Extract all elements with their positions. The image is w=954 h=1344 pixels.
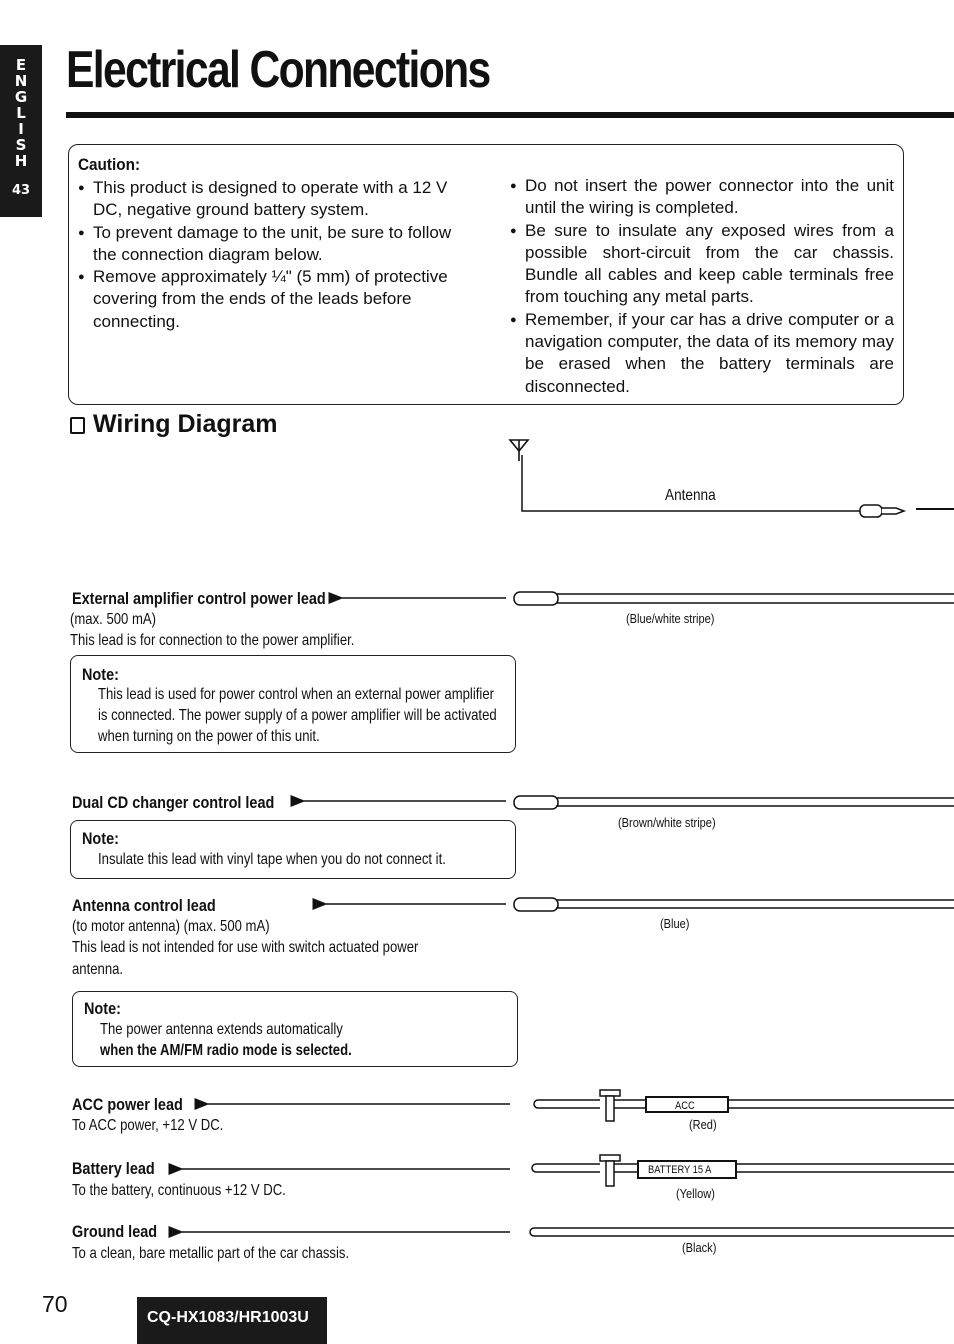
ground-lead-line: To a clean, bare metallic part of the car chassis. bbox=[72, 1245, 350, 1262]
caution-item: ● This product is designed to operate with a 12 V DC, negative ground battery system. bbox=[78, 177, 464, 222]
caution-label: Caution: bbox=[78, 155, 141, 174]
dual-cd-wire-color: (Brown/white stripe) bbox=[618, 815, 716, 830]
antenna-control-note-line: when the AM/FM radio mode is selected. bbox=[100, 1042, 352, 1059]
battery-wire-color: (Yellow) bbox=[676, 1186, 715, 1201]
acc-fuse-label: ACC bbox=[675, 1100, 695, 1112]
tab-letter: L bbox=[16, 104, 26, 122]
wiring-heading-text: Wiring Diagram bbox=[93, 410, 278, 438]
tab-letter: E bbox=[15, 56, 27, 74]
antenna-control-note-label: Note: bbox=[84, 999, 121, 1018]
tab-letter: S bbox=[15, 136, 27, 154]
ext-amp-wire bbox=[342, 592, 954, 605]
antenna-control-lead-title: Antenna control lead bbox=[72, 896, 216, 915]
dual-cd-note-line: Insulate this lead with vinyl tape when you do not connect it. bbox=[98, 851, 446, 868]
ext-amp-note-label: Note: bbox=[82, 665, 119, 684]
ground-wire-color: (Black) bbox=[682, 1240, 717, 1255]
ext-amp-note-line: This lead is used for power control when an external power amplifier bbox=[98, 686, 494, 703]
acc-wire-color: (Red) bbox=[689, 1117, 717, 1132]
antenna-control-lead-line: (to motor antenna) (max. 500 mA) bbox=[72, 918, 270, 935]
battery-lead-line: To the battery, continuous +12 V DC. bbox=[72, 1182, 286, 1199]
tab-letter: I bbox=[18, 120, 24, 138]
battery-lead-title: Battery lead bbox=[72, 1159, 155, 1178]
tab-letter: H bbox=[14, 152, 28, 170]
acc-lead-line: To ACC power, +12 V DC. bbox=[72, 1117, 224, 1134]
antenna-control-wire bbox=[326, 898, 954, 911]
ext-amp-lead-title: External amplifier control power lead bbox=[72, 589, 326, 608]
ground-lead-title: Ground lead bbox=[72, 1222, 158, 1241]
dual-cd-lead-title: Dual CD changer control lead bbox=[72, 793, 275, 812]
caution-item: ● Remove approximately ¼" (5 mm) of protective covering from the ends of the leads before connecting. bbox=[78, 266, 464, 333]
ground-wire bbox=[182, 1228, 954, 1236]
caution-item: ● Be sure to insulate any exposed wires from a possible short-circuit from the car chassis. Bundle all cables and keep cable terminals free from touching any metal parts. bbox=[510, 220, 894, 309]
ext-amp-note-line: is connected. The power supply of a power amplifier will be activated bbox=[98, 707, 497, 724]
ext-amp-lead-line: (max. 500 mA) bbox=[70, 611, 157, 628]
antenna-control-wire-color: (Blue) bbox=[660, 916, 690, 931]
ext-amp-lead-line: This lead is for connection to the power amplifier. bbox=[70, 632, 355, 649]
antenna-control-note-line: The power antenna extends automatically bbox=[100, 1021, 343, 1038]
antenna-icon bbox=[508, 437, 530, 461]
tab-letter: N bbox=[14, 72, 28, 90]
acc-wire bbox=[208, 1090, 954, 1121]
ext-amp-note-line: when turning on the power of this unit. bbox=[98, 728, 320, 745]
antenna-label: Antenna bbox=[665, 487, 716, 504]
antenna-control-lead-line: This lead is not intended for use with switch actuated power bbox=[72, 939, 419, 956]
model-number-badge: CQ-HX1083/HR1003U bbox=[137, 1297, 327, 1344]
antenna-cable bbox=[522, 455, 954, 517]
section-number: 43 bbox=[11, 183, 31, 198]
caution-item: ● To prevent damage to the unit, be sure to follow the connection diagram below. bbox=[78, 222, 464, 267]
caution-item: ● Do not insert the power connector into the unit until the wiring is completed. bbox=[510, 175, 894, 220]
antenna-control-lead-line: antenna. bbox=[72, 961, 124, 978]
battery-fuse-label: BATTERY 15 A bbox=[648, 1164, 712, 1176]
page-number: 70 bbox=[42, 1291, 68, 1317]
acc-lead-title: ACC power lead bbox=[72, 1095, 183, 1114]
dual-cd-note-label: Note: bbox=[82, 829, 119, 848]
page-title: Electrical Connections bbox=[66, 41, 490, 99]
ext-amp-wire-color: (Blue/white stripe) bbox=[626, 611, 715, 626]
dual-cd-wire bbox=[304, 796, 954, 809]
tab-letter: G bbox=[14, 88, 28, 106]
battery-wire bbox=[182, 1155, 954, 1186]
caution-item: ● Remember, if your car has a drive computer or a navigation computer, the data of its memory may be erased when the battery terminals are disconnected. bbox=[510, 309, 894, 398]
